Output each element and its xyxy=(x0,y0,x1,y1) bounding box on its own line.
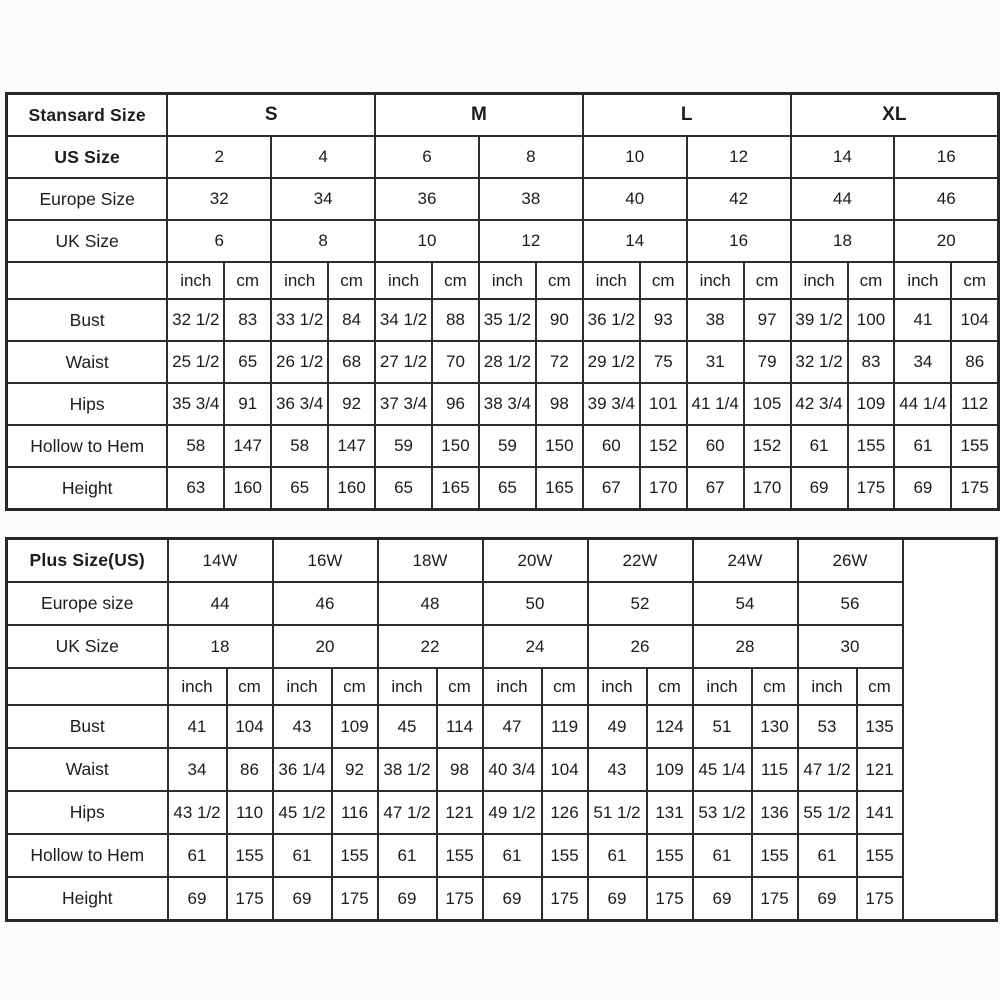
plus-hips-value: 136 xyxy=(752,791,798,834)
plus-height-value: 175 xyxy=(437,877,483,921)
europe-size-value: 44 xyxy=(791,178,895,220)
plus-unit-label: cm xyxy=(752,668,798,705)
plus-unit-label: cm xyxy=(332,668,378,705)
height-value: 175 xyxy=(848,467,895,510)
plus-europe-size-value: 48 xyxy=(378,582,483,625)
unit-label: cm xyxy=(951,262,998,299)
waist-value: 34 xyxy=(894,341,951,383)
hollow-to-hem-value: 155 xyxy=(848,425,895,467)
plus-height-value: 175 xyxy=(647,877,693,921)
plus-hollow-to-hem-value: 61 xyxy=(798,834,857,877)
height-value: 67 xyxy=(687,467,744,510)
plus-bust-value: 53 xyxy=(798,705,857,748)
europe-size-value: 46 xyxy=(894,178,998,220)
height-value: 170 xyxy=(744,467,791,510)
plus-hollow-to-hem-value: 61 xyxy=(273,834,332,877)
waist-value: 68 xyxy=(328,341,375,383)
europe-size-value: 36 xyxy=(375,178,479,220)
plus-waist-value: 115 xyxy=(752,748,798,791)
row-label-uk-size: UK Size xyxy=(7,220,168,262)
plus-hips-value: 49 1/2 xyxy=(483,791,542,834)
plus-height-value: 175 xyxy=(542,877,588,921)
plus-bust-value: 135 xyxy=(857,705,903,748)
plus-unit-label: cm xyxy=(857,668,903,705)
plus-hips-value: 55 1/2 xyxy=(798,791,857,834)
us-size-value: 2 xyxy=(167,136,271,178)
plus-europe-size-value: 50 xyxy=(483,582,588,625)
plus-europe-size-value: 44 xyxy=(168,582,273,625)
plus-uk-size-value: 20 xyxy=(273,625,378,668)
plus-hips-value: 53 1/2 xyxy=(693,791,752,834)
plus-size-group-header: 20W xyxy=(483,539,588,583)
size-group-header: S xyxy=(167,94,375,137)
plus-height-value: 69 xyxy=(693,877,752,921)
hips-value: 96 xyxy=(432,383,479,425)
plus-waist-value: 40 3/4 xyxy=(483,748,542,791)
plus-unit-label: cm xyxy=(542,668,588,705)
hips-value: 36 3/4 xyxy=(271,383,328,425)
plus-hips-value: 110 xyxy=(227,791,273,834)
hollow-to-hem-value: 147 xyxy=(224,425,271,467)
row-label-plus-hips: Hips xyxy=(7,791,168,834)
plus-uk-size-value: 24 xyxy=(483,625,588,668)
hips-value: 92 xyxy=(328,383,375,425)
plus-uk-size-value: 26 xyxy=(588,625,693,668)
plus-bust-value: 119 xyxy=(542,705,588,748)
uk-size-value: 6 xyxy=(167,220,271,262)
row-label-height: Height xyxy=(7,467,168,510)
bust-value: 32 1/2 xyxy=(167,299,224,341)
plus-size-table xyxy=(5,537,998,922)
hips-value: 39 3/4 xyxy=(583,383,640,425)
unit-label: inch xyxy=(583,262,640,299)
size-group-header: XL xyxy=(791,94,999,137)
hollow-to-hem-value: 150 xyxy=(536,425,583,467)
bust-row xyxy=(7,299,999,341)
waist-value: 65 xyxy=(224,341,271,383)
units-corner-blank xyxy=(7,262,168,299)
uk-size-value: 10 xyxy=(375,220,479,262)
empty-right-column xyxy=(903,539,997,921)
height-value: 165 xyxy=(432,467,479,510)
plus-unit-label: cm xyxy=(437,668,483,705)
waist-value: 70 xyxy=(432,341,479,383)
plus-bust-value: 109 xyxy=(332,705,378,748)
us-size-value: 4 xyxy=(271,136,375,178)
plus-unit-label: inch xyxy=(798,668,857,705)
uk-size-value: 18 xyxy=(791,220,895,262)
row-label-hollow-to-hem: Hollow to Hem xyxy=(7,425,168,467)
plus-bust-value: 51 xyxy=(693,705,752,748)
row-label-plus-waist: Waist xyxy=(7,748,168,791)
unit-label: inch xyxy=(375,262,432,299)
height-value: 165 xyxy=(536,467,583,510)
hollow-to-hem-value: 152 xyxy=(640,425,687,467)
plus-bust-value: 114 xyxy=(437,705,483,748)
unit-label: inch xyxy=(167,262,224,299)
hips-value: 38 3/4 xyxy=(479,383,536,425)
row-label-plus-uk-size: UK Size xyxy=(7,625,168,668)
plus-waist-value: 109 xyxy=(647,748,693,791)
bust-value: 36 1/2 xyxy=(583,299,640,341)
row-label-plus-europe-size: Europe size xyxy=(7,582,168,625)
size-group-header: L xyxy=(583,94,791,137)
unit-label: cm xyxy=(744,262,791,299)
size-group-header: M xyxy=(375,94,583,137)
uk-size-value: 14 xyxy=(583,220,687,262)
plus-hollow-to-hem-value: 61 xyxy=(483,834,542,877)
plus-waist-value: 104 xyxy=(542,748,588,791)
europe-size-value: 32 xyxy=(167,178,271,220)
hips-value: 35 3/4 xyxy=(167,383,224,425)
hollow-to-hem-row xyxy=(7,425,999,467)
plus-bust-value: 104 xyxy=(227,705,273,748)
plus-height-value: 69 xyxy=(168,877,227,921)
plus-uk-size-row xyxy=(7,625,997,668)
plus-waist-value: 86 xyxy=(227,748,273,791)
bust-value: 33 1/2 xyxy=(271,299,328,341)
plus-europe-size-value: 54 xyxy=(693,582,798,625)
plus-hollow-to-hem-value: 61 xyxy=(378,834,437,877)
waist-value: 27 1/2 xyxy=(375,341,432,383)
standard-corner-label: Stansard Size xyxy=(7,94,168,137)
units-row xyxy=(7,262,999,299)
hollow-to-hem-value: 60 xyxy=(687,425,744,467)
hollow-to-hem-value: 61 xyxy=(894,425,951,467)
us-size-row xyxy=(7,136,999,178)
plus-height-row xyxy=(7,877,997,921)
plus-height-value: 69 xyxy=(483,877,542,921)
plus-unit-label: cm xyxy=(227,668,273,705)
plus-height-value: 175 xyxy=(752,877,798,921)
plus-hollow-to-hem-row xyxy=(7,834,997,877)
plus-hips-value: 141 xyxy=(857,791,903,834)
plus-bust-value: 41 xyxy=(168,705,227,748)
unit-label: inch xyxy=(479,262,536,299)
plus-waist-value: 43 xyxy=(588,748,647,791)
hips-value: 44 1/4 xyxy=(894,383,951,425)
bust-value: 39 1/2 xyxy=(791,299,848,341)
hollow-to-hem-value: 152 xyxy=(744,425,791,467)
plus-hollow-to-hem-value: 61 xyxy=(693,834,752,877)
plus-uk-size-value: 22 xyxy=(378,625,483,668)
row-label-europe-size: Europe Size xyxy=(7,178,168,220)
plus-hollow-to-hem-value: 155 xyxy=(752,834,798,877)
plus-waist-value: 38 1/2 xyxy=(378,748,437,791)
unit-label: inch xyxy=(271,262,328,299)
hollow-to-hem-value: 147 xyxy=(328,425,375,467)
height-value: 175 xyxy=(951,467,998,510)
standard-size-table xyxy=(5,92,1000,511)
plus-height-value: 175 xyxy=(332,877,378,921)
plus-height-value: 69 xyxy=(378,877,437,921)
height-value: 65 xyxy=(271,467,328,510)
waist-value: 25 1/2 xyxy=(167,341,224,383)
unit-label: inch xyxy=(894,262,951,299)
unit-label: cm xyxy=(224,262,271,299)
hollow-to-hem-value: 60 xyxy=(583,425,640,467)
row-label-plus-bust: Bust xyxy=(7,705,168,748)
bust-value: 104 xyxy=(951,299,998,341)
hollow-to-hem-value: 150 xyxy=(432,425,479,467)
height-value: 160 xyxy=(224,467,271,510)
unit-label: inch xyxy=(791,262,848,299)
plus-size-group-header: 24W xyxy=(693,539,798,583)
plus-hollow-to-hem-value: 155 xyxy=(857,834,903,877)
plus-waist-value: 45 1/4 xyxy=(693,748,752,791)
plus-unit-label: cm xyxy=(647,668,693,705)
plus-waist-value: 98 xyxy=(437,748,483,791)
us-size-value: 10 xyxy=(583,136,687,178)
plus-hips-value: 43 1/2 xyxy=(168,791,227,834)
plus-unit-label: inch xyxy=(378,668,437,705)
hollow-to-hem-value: 59 xyxy=(479,425,536,467)
europe-size-value: 42 xyxy=(687,178,791,220)
plus-height-value: 175 xyxy=(227,877,273,921)
plus-waist-value: 121 xyxy=(857,748,903,791)
waist-value: 79 xyxy=(744,341,791,383)
plus-hollow-to-hem-value: 155 xyxy=(647,834,693,877)
plus-uk-size-value: 28 xyxy=(693,625,798,668)
plus-europe-size-value: 46 xyxy=(273,582,378,625)
waist-value: 86 xyxy=(951,341,998,383)
row-label-bust: Bust xyxy=(7,299,168,341)
plus-size-group-header: 14W xyxy=(168,539,273,583)
bust-value: 93 xyxy=(640,299,687,341)
unit-label: cm xyxy=(848,262,895,299)
us-size-value: 14 xyxy=(791,136,895,178)
plus-hips-value: 45 1/2 xyxy=(273,791,332,834)
plus-uk-size-value: 30 xyxy=(798,625,903,668)
uk-size-value: 12 xyxy=(479,220,583,262)
bust-value: 100 xyxy=(848,299,895,341)
hips-value: 105 xyxy=(744,383,791,425)
row-label-us-size: US Size xyxy=(7,136,168,178)
europe-size-row xyxy=(7,178,999,220)
plus-unit-label: inch xyxy=(693,668,752,705)
standard-header-row xyxy=(7,94,999,137)
plus-bust-value: 47 xyxy=(483,705,542,748)
plus-hollow-to-hem-value: 155 xyxy=(542,834,588,877)
unit-label: cm xyxy=(328,262,375,299)
plus-bust-value: 49 xyxy=(588,705,647,748)
plus-hips-value: 116 xyxy=(332,791,378,834)
waist-value: 28 1/2 xyxy=(479,341,536,383)
hips-value: 101 xyxy=(640,383,687,425)
plus-units-corner-blank xyxy=(7,668,168,705)
bust-value: 83 xyxy=(224,299,271,341)
row-label-plus-hollow-to-hem: Hollow to Hem xyxy=(7,834,168,877)
plus-corner-label: Plus Size(US) xyxy=(7,539,168,583)
uk-size-value: 16 xyxy=(687,220,791,262)
plus-hips-row xyxy=(7,791,997,834)
height-row xyxy=(7,467,999,510)
plus-bust-value: 130 xyxy=(752,705,798,748)
us-size-value: 12 xyxy=(687,136,791,178)
plus-hollow-to-hem-value: 155 xyxy=(437,834,483,877)
europe-size-value: 40 xyxy=(583,178,687,220)
hips-value: 91 xyxy=(224,383,271,425)
plus-bust-value: 43 xyxy=(273,705,332,748)
waist-value: 32 1/2 xyxy=(791,341,848,383)
plus-hips-value: 131 xyxy=(647,791,693,834)
plus-bust-row xyxy=(7,705,997,748)
waist-value: 75 xyxy=(640,341,687,383)
bust-value: 90 xyxy=(536,299,583,341)
uk-size-value: 8 xyxy=(271,220,375,262)
plus-waist-value: 92 xyxy=(332,748,378,791)
plus-header-row xyxy=(7,539,997,583)
plus-waist-value: 47 1/2 xyxy=(798,748,857,791)
height-value: 69 xyxy=(894,467,951,510)
bust-value: 88 xyxy=(432,299,479,341)
waist-value: 26 1/2 xyxy=(271,341,328,383)
plus-unit-label: inch xyxy=(483,668,542,705)
unit-label: cm xyxy=(432,262,479,299)
bust-value: 97 xyxy=(744,299,791,341)
uk-size-row xyxy=(7,220,999,262)
hips-value: 42 3/4 xyxy=(791,383,848,425)
hollow-to-hem-value: 61 xyxy=(791,425,848,467)
plus-unit-label: inch xyxy=(273,668,332,705)
plus-waist-value: 34 xyxy=(168,748,227,791)
plus-hips-value: 47 1/2 xyxy=(378,791,437,834)
hips-value: 109 xyxy=(848,383,895,425)
plus-height-value: 69 xyxy=(273,877,332,921)
bust-value: 38 xyxy=(687,299,744,341)
bust-value: 84 xyxy=(328,299,375,341)
waist-value: 72 xyxy=(536,341,583,383)
height-value: 65 xyxy=(479,467,536,510)
hips-value: 98 xyxy=(536,383,583,425)
uk-size-value: 20 xyxy=(894,220,998,262)
plus-size-group-header: 18W xyxy=(378,539,483,583)
height-value: 65 xyxy=(375,467,432,510)
hips-value: 41 1/4 xyxy=(687,383,744,425)
plus-hips-value: 121 xyxy=(437,791,483,834)
us-size-value: 16 xyxy=(894,136,998,178)
plus-unit-label: inch xyxy=(588,668,647,705)
plus-hollow-to-hem-value: 61 xyxy=(168,834,227,877)
plus-hollow-to-hem-value: 155 xyxy=(332,834,378,877)
europe-size-value: 38 xyxy=(479,178,583,220)
europe-size-value: 34 xyxy=(271,178,375,220)
bust-value: 34 1/2 xyxy=(375,299,432,341)
plus-hips-value: 51 1/2 xyxy=(588,791,647,834)
plus-size-group-header: 16W xyxy=(273,539,378,583)
height-value: 67 xyxy=(583,467,640,510)
plus-hollow-to-hem-value: 61 xyxy=(588,834,647,877)
hollow-to-hem-value: 58 xyxy=(271,425,328,467)
plus-waist-row xyxy=(7,748,997,791)
height-value: 160 xyxy=(328,467,375,510)
plus-hips-value: 126 xyxy=(542,791,588,834)
plus-bust-value: 124 xyxy=(647,705,693,748)
hollow-to-hem-value: 58 xyxy=(167,425,224,467)
unit-label: inch xyxy=(687,262,744,299)
plus-europe-size-value: 52 xyxy=(588,582,693,625)
plus-unit-label: inch xyxy=(168,668,227,705)
height-value: 69 xyxy=(791,467,848,510)
waist-value: 83 xyxy=(848,341,895,383)
plus-hollow-to-hem-value: 155 xyxy=(227,834,273,877)
us-size-value: 8 xyxy=(479,136,583,178)
waist-row xyxy=(7,341,999,383)
bust-value: 35 1/2 xyxy=(479,299,536,341)
plus-size-group-header: 26W xyxy=(798,539,903,583)
plus-waist-value: 36 1/4 xyxy=(273,748,332,791)
unit-label: cm xyxy=(640,262,687,299)
row-label-waist: Waist xyxy=(7,341,168,383)
plus-height-value: 175 xyxy=(857,877,903,921)
waist-value: 31 xyxy=(687,341,744,383)
height-value: 170 xyxy=(640,467,687,510)
plus-europe-size-value: 56 xyxy=(798,582,903,625)
plus-units-row xyxy=(7,668,997,705)
us-size-value: 6 xyxy=(375,136,479,178)
plus-bust-value: 45 xyxy=(378,705,437,748)
unit-label: cm xyxy=(536,262,583,299)
waist-value: 29 1/2 xyxy=(583,341,640,383)
hollow-to-hem-value: 59 xyxy=(375,425,432,467)
hips-row xyxy=(7,383,999,425)
plus-uk-size-value: 18 xyxy=(168,625,273,668)
plus-europe-size-row xyxy=(7,582,997,625)
hips-value: 112 xyxy=(951,383,998,425)
hollow-to-hem-value: 155 xyxy=(951,425,998,467)
row-label-hips: Hips xyxy=(7,383,168,425)
row-label-plus-height: Height xyxy=(7,877,168,921)
bust-value: 41 xyxy=(894,299,951,341)
plus-size-group-header: 22W xyxy=(588,539,693,583)
plus-height-value: 69 xyxy=(798,877,857,921)
height-value: 63 xyxy=(167,467,224,510)
hips-value: 37 3/4 xyxy=(375,383,432,425)
plus-height-value: 69 xyxy=(588,877,647,921)
